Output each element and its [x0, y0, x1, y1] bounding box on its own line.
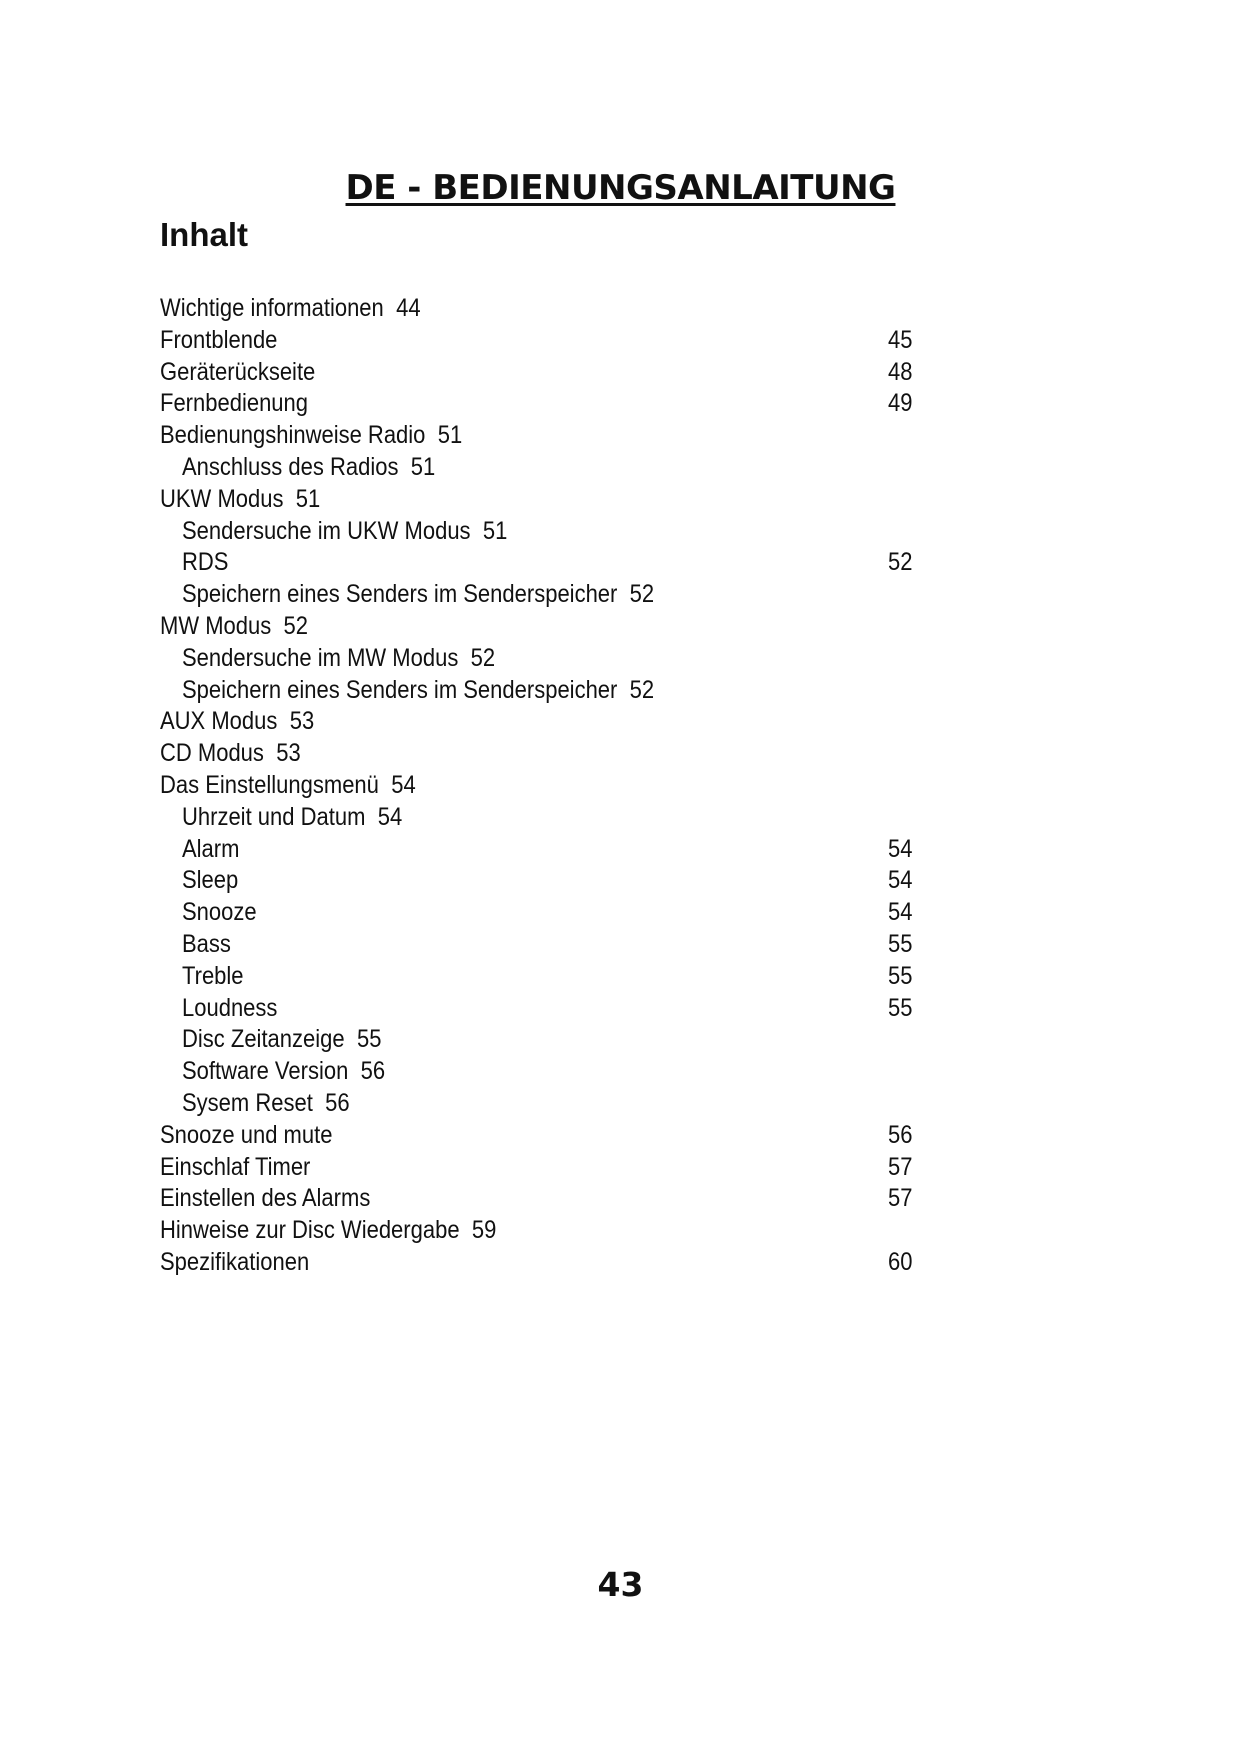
toc-entry	[160, 770, 882, 802]
toc-entry-page: 44	[396, 294, 421, 322]
toc-entry	[160, 420, 882, 452]
toc-entry	[160, 738, 882, 770]
toc-entry-label: RDS	[182, 548, 229, 577]
toc-entry-page: 51	[295, 484, 321, 513]
toc-entry-page: 55	[887, 993, 913, 1022]
toc-entry-page: 51	[410, 452, 436, 481]
toc-entry-label: UKW Modus	[160, 484, 284, 513]
toc-entry-label: Anschluss des Radios	[182, 452, 399, 481]
toc-entry-page: 45	[887, 325, 913, 354]
toc-entry-label: CD Modus	[160, 739, 264, 768]
toc-entry-page: 60	[887, 1247, 913, 1276]
toc-entry	[160, 611, 882, 643]
toc-entry	[160, 452, 882, 484]
toc-entry	[160, 1183, 913, 1215]
toc-entry	[160, 802, 882, 834]
toc-entry-page: 57	[887, 1152, 913, 1181]
toc-entry-page: 53	[289, 707, 315, 736]
toc-entry	[160, 293, 882, 325]
document-title	[0, 168, 1241, 208]
toc-entry-label: Einschlaf Timer	[160, 1152, 311, 1181]
toc-entry-page: 55	[887, 929, 913, 958]
toc-entry-label: MW Modus	[160, 611, 272, 640]
toc-entry-label: Einstellen des Alarms	[160, 1184, 371, 1213]
toc-heading: Inhalt	[160, 216, 248, 253]
toc-entry-page: 56	[887, 1120, 913, 1149]
toc-entry-label: Snooze	[182, 898, 257, 927]
toc-entry	[160, 1247, 913, 1279]
toc-entry-label: Sendersuche im MW Modus	[182, 643, 459, 672]
toc-entry-page: 52	[629, 675, 655, 704]
toc-entry	[160, 929, 913, 961]
toc-entry-page: 52	[283, 611, 309, 640]
table-of-contents	[160, 293, 980, 1279]
toc-entry	[160, 1056, 882, 1088]
toc-entry-page: 57	[887, 1184, 913, 1213]
toc-entry-page: 54	[887, 834, 913, 863]
toc-entry-page: 54	[391, 770, 416, 799]
toc-entry	[160, 865, 913, 897]
toc-entry-page: 55	[356, 1025, 382, 1054]
toc-entry-label: Wichtige informationen	[160, 294, 384, 322]
toc-entry-label: Treble	[182, 961, 244, 990]
toc-entry-label: Frontblende	[160, 325, 278, 354]
toc-entry-label: Speichern eines Senders im Senderspeicher	[182, 580, 618, 609]
toc-entry	[160, 1215, 882, 1247]
toc-entry-label: Bedienungshinweise Radio	[160, 421, 426, 450]
toc-entry-label: Geräterückseite	[160, 357, 316, 386]
toc-entry-page: 54	[377, 802, 403, 831]
toc-entry-label: Speichern eines Senders im Senderspeicher	[182, 675, 618, 704]
toc-entry	[160, 643, 882, 675]
toc-entry-page: 51	[482, 516, 508, 545]
toc-entry-page: 59	[471, 1216, 497, 1245]
toc-entry	[160, 1120, 913, 1152]
toc-entry-label: Software Version	[182, 1057, 349, 1086]
toc-entry	[160, 1024, 882, 1056]
toc-entry-page: 55	[887, 961, 913, 990]
toc-entry-label: Sleep	[182, 866, 239, 895]
toc-entry	[160, 1152, 913, 1184]
toc-entry	[160, 675, 882, 707]
toc-entry-page: 51	[437, 421, 463, 450]
page-number: 43	[597, 1565, 644, 1604]
toc-entry-label: Bass	[182, 929, 231, 958]
toc-entry	[160, 484, 882, 516]
toc-entry-page: 52	[887, 548, 913, 577]
toc-entry-label: Uhrzeit und Datum	[182, 802, 366, 831]
toc-entry-page: 54	[887, 866, 913, 895]
toc-entry	[160, 579, 882, 611]
toc-entry	[160, 547, 913, 579]
toc-entry	[160, 516, 882, 548]
toc-entry	[160, 706, 882, 738]
toc-entry-page: 48	[887, 357, 913, 386]
toc-entry	[160, 1088, 882, 1120]
toc-entry	[160, 388, 913, 420]
toc-entry	[160, 961, 913, 993]
toc-entry-label: Sysem Reset	[182, 1088, 313, 1117]
toc-entry-page: 49	[887, 389, 913, 418]
toc-entry-label: Das Einstellungsmenü	[160, 770, 379, 799]
document-title-text: DE - BEDIENUNGSANLAITUNG	[345, 168, 896, 208]
toc-entry	[160, 993, 913, 1025]
toc-entry-label: Snooze und mute	[160, 1120, 333, 1149]
toc-entry-label: Hinweise zur Disc Wiedergabe	[160, 1216, 460, 1245]
toc-entry-label: Alarm	[182, 834, 240, 863]
toc-entry	[160, 834, 913, 866]
toc-entry	[160, 357, 913, 389]
toc-entry	[160, 897, 913, 929]
toc-entry	[160, 325, 913, 357]
toc-entry-label: Spezifikationen	[160, 1247, 310, 1276]
toc-entry-page: 52	[629, 580, 655, 609]
toc-entry-label: Loudness	[182, 993, 278, 1022]
toc-entry-label: Fernbedienung	[160, 389, 309, 418]
toc-entry-page: 54	[887, 898, 913, 927]
toc-entry-page: 52	[470, 643, 496, 672]
toc-entry-label: Disc Zeitanzeige	[182, 1025, 345, 1054]
toc-entry-label: Sendersuche im UKW Modus	[182, 516, 471, 545]
toc-entry-page: 56	[360, 1057, 386, 1086]
toc-entry-label: AUX Modus	[160, 707, 278, 736]
toc-entry-page: 56	[325, 1088, 350, 1117]
toc-entry-page: 53	[276, 739, 301, 768]
